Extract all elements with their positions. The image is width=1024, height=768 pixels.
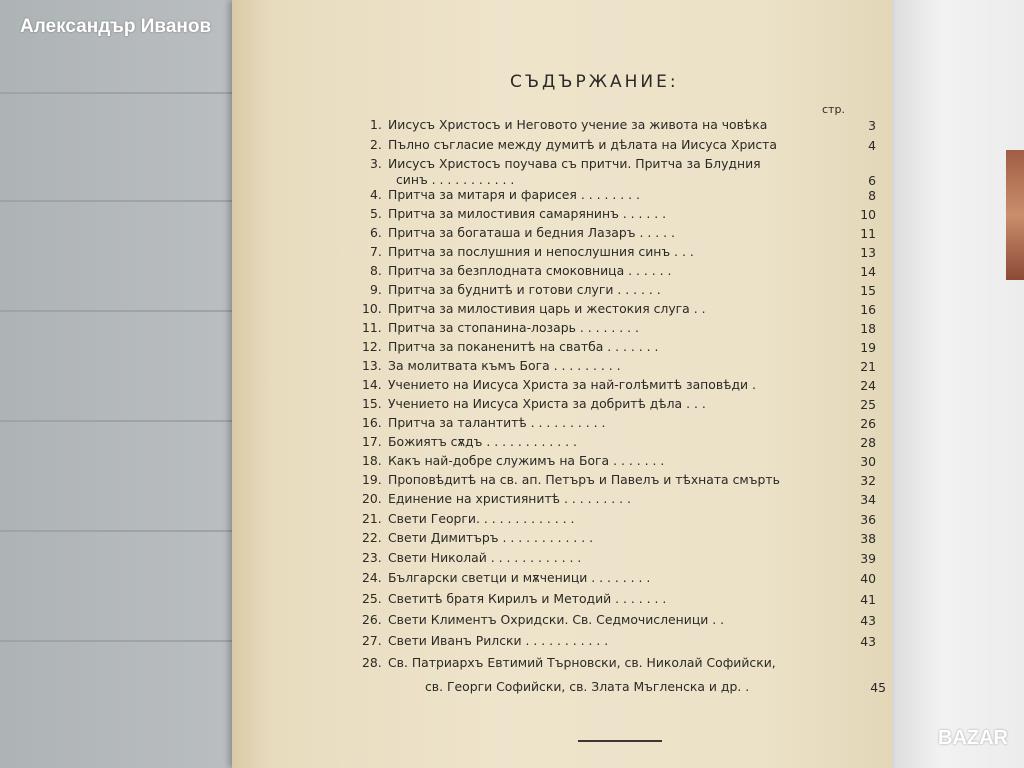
- toc-entry-title: Притча за митаря и фарисея . . . . . . . .: [388, 187, 640, 202]
- toc-entry-page: 13: [860, 245, 876, 260]
- toc-entry-number: 2.: [370, 137, 382, 152]
- toc-entry-title: Учението на Иисуса Христа за най-голѣмитѣ заповѣди .: [388, 377, 756, 392]
- toc-entry-page: 15: [860, 283, 876, 298]
- toc-entry-page: 11: [860, 226, 876, 241]
- toc-entry-number: 12.: [362, 339, 382, 354]
- toc-entry-page: 36: [860, 512, 876, 527]
- toc-entry-title: Притча за милостивия царь и жестокия слуга . .: [388, 301, 706, 316]
- toc-entry-page: 28: [860, 435, 876, 450]
- toc-entry-title: Учението на Иисуса Христа за добритѣ дѣла . . .: [388, 396, 706, 411]
- toc-entry-page: 14: [860, 264, 876, 279]
- toc-entry-page: 3: [868, 118, 876, 133]
- white-sheet-background: [885, 0, 1024, 768]
- toc-entry-title: Притча за буднитѣ и готови слуги . . . . . .: [388, 282, 661, 297]
- toc-entry-number: 14.: [362, 377, 382, 392]
- toc-entry-number: 25.: [362, 591, 382, 606]
- toc-entry-title: Иисусъ Христосъ и Неговото учение за живота на човѣка: [388, 117, 768, 132]
- toc-entry-title: Иисусъ Христосъ поучава съ притчи. Притча за Блудния: [388, 156, 761, 171]
- toc-entry-page: 43: [860, 613, 876, 628]
- toc-entry-title: Притча за стопанина-лозарь . . . . . . . .: [388, 320, 639, 335]
- toc-entry-title: За молитвата къмъ Бога . . . . . . . . .: [388, 358, 621, 373]
- page-column-label: стр.: [822, 103, 845, 116]
- toc-entry-title: Какъ най-добре служимъ на Бога . . . . . . .: [388, 453, 665, 468]
- toc-entry-title: Свети Димитъръ . . . . . . . . . . . .: [388, 530, 594, 545]
- page-title: СЪДЪРЖАНИЕ:: [510, 72, 679, 92]
- background-plank-line: [0, 640, 260, 642]
- toc-entry-title: Притча за поканенитѣ на сватба . . . . . . .: [388, 339, 659, 354]
- toc-entry-title: Притча за милостивия самарянинъ . . . . . .: [388, 206, 667, 221]
- toc-entry-page: 19: [860, 340, 876, 355]
- toc-entry-number: 23.: [362, 550, 382, 565]
- toc-entry-number: 13.: [362, 358, 382, 373]
- toc-entry-title: Светитѣ братя Кирилъ и Методий . . . . . . .: [388, 591, 667, 606]
- toc-entry-number: 22.: [362, 530, 382, 545]
- toc-entry-title: Проповѣдитѣ на св. ап. Петъръ и Павелъ и тѣхната смърть: [388, 472, 780, 487]
- toc-entry-title: Свети Георги. . . . . . . . . . . . .: [388, 511, 575, 526]
- seller-watermark: Александър Иванов: [20, 16, 212, 37]
- toc-entry-page: 38: [860, 531, 876, 546]
- toc-entry-continuation: св. Георги Софийски, св. Злата Мъгленска и др. .: [425, 679, 750, 694]
- icon-card-edge: [1006, 150, 1024, 280]
- toc-entry-page: 10: [860, 207, 876, 222]
- background-plank-line: [0, 420, 260, 422]
- toc-entry-page: 25: [860, 397, 876, 412]
- toc-entry-title: Притча за послушния и непослушния синъ . . .: [388, 244, 694, 259]
- background-plank-line: [0, 310, 260, 312]
- toc-entry-page: 24: [860, 378, 876, 393]
- toc-entry-continuation: синъ . . . . . . . . . . .: [396, 172, 515, 187]
- toc-entry-number: 21.: [362, 511, 382, 526]
- toc-entry-number: 28.: [362, 655, 382, 670]
- toc-entry-number: 17.: [362, 434, 382, 449]
- toc-entry-number: 11.: [362, 320, 382, 335]
- toc-entry-title: Свети Николай . . . . . . . . . . . .: [388, 550, 582, 565]
- toc-entry-number: 16.: [362, 415, 382, 430]
- toc-entry-title: Български светци и мѫченици . . . . . . . .: [388, 570, 651, 585]
- background-plank-line: [0, 92, 260, 94]
- toc-entry-number: 8.: [370, 263, 382, 278]
- closing-rule: [578, 740, 662, 742]
- toc-entry-number: 24.: [362, 570, 382, 585]
- toc-entry-number: 7.: [370, 244, 382, 259]
- toc-entry-title: Притча за талантитѣ . . . . . . . . . .: [388, 415, 606, 430]
- toc-entry-title: Пълно съгласие между думитѣ и дѣлата на Иисуса Христа: [388, 137, 777, 152]
- toc-entry-number: 18.: [362, 453, 382, 468]
- toc-entry-page: 40: [860, 571, 876, 586]
- toc-entry-page: 32: [860, 473, 876, 488]
- toc-entry-page: 30: [860, 454, 876, 469]
- toc-entry-title: Св. Патриархъ Евтимий Търновски, св. Николай Софийски,: [388, 655, 776, 670]
- toc-entry-number: 26.: [362, 612, 382, 627]
- toc-entry-title: Божиятъ сѫдъ . . . . . . . . . . . .: [388, 434, 577, 449]
- background-plank-line: [0, 530, 260, 532]
- toc-entry-page: 8: [868, 188, 876, 203]
- toc-entry-page: 45: [870, 680, 886, 695]
- toc-entry-title: Свети Климентъ Охридски. Св. Седмочисленици . .: [388, 612, 725, 627]
- toc-entry-page: 26: [860, 416, 876, 431]
- toc-entry-number: 3.: [370, 156, 382, 171]
- toc-entry-number: 27.: [362, 633, 382, 648]
- toc-entry-page: 4: [868, 138, 876, 153]
- toc-entry-page: 34: [860, 492, 876, 507]
- toc-entry-number: 1.: [370, 117, 382, 132]
- toc-entry-title: Свети Иванъ Рилски . . . . . . . . . . .: [388, 633, 609, 648]
- toc-entry-number: 15.: [362, 396, 382, 411]
- toc-entry-number: 19.: [362, 472, 382, 487]
- toc-entry-number: 6.: [370, 225, 382, 240]
- toc-entry-number: 10.: [362, 301, 382, 316]
- toc-entry-page: 16: [860, 302, 876, 317]
- site-watermark: BAZAR: [938, 727, 1008, 749]
- toc-entry-title: Единение на християнитѣ . . . . . . . . .: [388, 491, 631, 506]
- toc-entry-page: 39: [860, 551, 876, 566]
- toc-entry-page: 21: [860, 359, 876, 374]
- toc-entry-title: Притча за богаташа и бедния Лазаръ . . . . .: [388, 225, 675, 240]
- toc-entry-number: 4.: [370, 187, 382, 202]
- toc-entry-page: 41: [860, 592, 876, 607]
- toc-entry-number: 9.: [370, 282, 382, 297]
- toc-entry-page: 6: [868, 173, 876, 188]
- toc-entry-title: Притча за безплодната смоковница . . . . . .: [388, 263, 672, 278]
- toc-entry-number: 20.: [362, 491, 382, 506]
- background-plank-line: [0, 200, 260, 202]
- toc-entry-page: 18: [860, 321, 876, 336]
- toc-entry-page: 43: [860, 634, 876, 649]
- toc-entry-number: 5.: [370, 206, 382, 221]
